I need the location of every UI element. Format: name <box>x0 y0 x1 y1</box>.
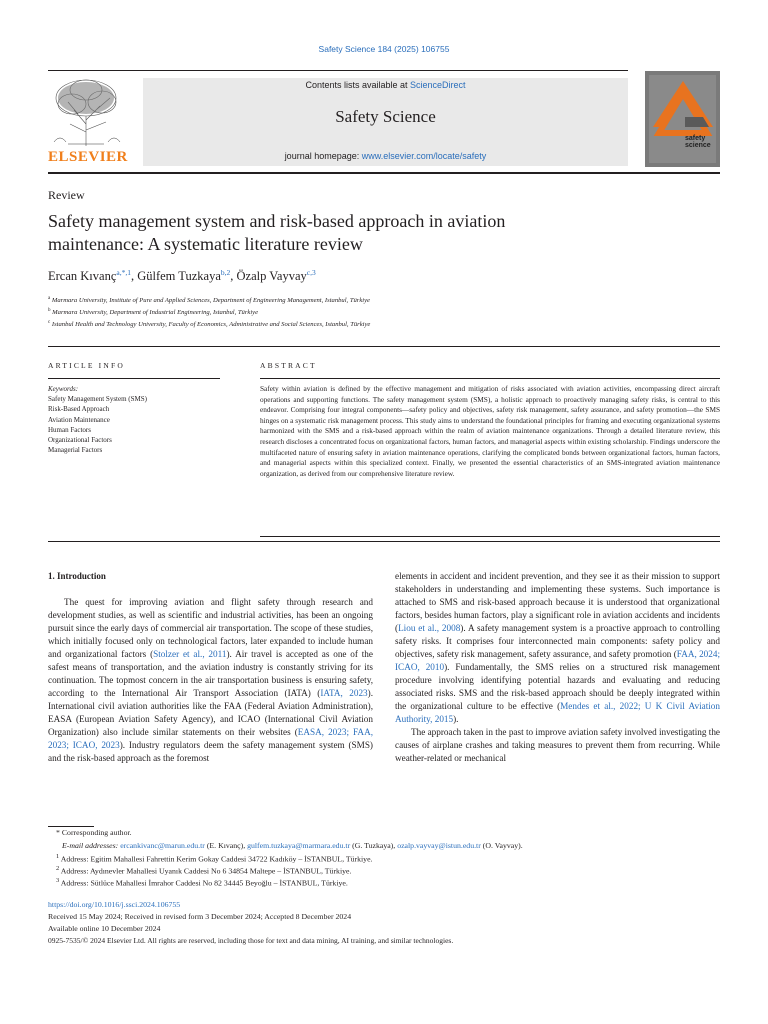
body-left-column <box>48 570 373 765</box>
article-title-line-2: maintenance: A systematic literature review <box>48 234 363 254</box>
contents-prefix: Contents lists available at <box>305 80 411 90</box>
keywords-block <box>48 384 218 455</box>
text-run: ). Air travel is accepted as one of the safest means of transportation, and the aviation industry is constantly striving for its continuation. The topmost concern in the air transportation business is ensuring safety, according to the International Air Transport Association (IATA) ( <box>48 649 373 698</box>
citation-link[interactable]: FAA, 2024; ICAO, 2010 <box>395 649 721 672</box>
author-separator: , <box>130 269 138 284</box>
sciencedirect-link[interactable]: ScienceDirect <box>410 80 466 90</box>
author-separator: , <box>230 269 237 284</box>
affiliation-mark: c <box>48 320 51 325</box>
affiliation <box>48 308 258 316</box>
header-rule-bottom <box>48 172 720 174</box>
keyword-item[interactable]: Managerial Factors <box>48 446 103 455</box>
author-name[interactable]: Ercan Kıvanç <box>48 269 117 284</box>
keyword-item[interactable]: Safety Management System (SMS) <box>48 395 147 404</box>
footnote-text: Address: Egitim Mahallesi Fahrettin Kerim Gokay Caddesi 34722 Kadıköy – İSTANBUL, Türkiye. <box>60 854 373 864</box>
email-link[interactable]: ozalp.vayvay@istun.edu.tr <box>397 841 481 850</box>
citation-link[interactable]: Mendes et al., 2022; U K Civil Aviation Authority, 2015 <box>395 701 720 724</box>
text-run: The quest for improving aviation and flight safety through research and development studies, as well as scientific and industrial activities, has been an ongoing pursuit since the early days of commercial air transportation. The scope of these studies, which initially focused only on technological factors, later expanded to include human and organizational factors ( <box>48 597 373 659</box>
affiliation-mark: b <box>48 308 51 313</box>
footnote-text: Address: Sütlüce Mahallesi İmrahor Caddesi No 82 34445 Beyoğlu – İSTANBUL, Türkiye. <box>60 878 348 888</box>
footnote-emails <box>62 841 523 850</box>
text-run: elements in accident and incident prevention, and they see it as their mission to support stakeholders in understanding and implementing these systems. Such importance is attached to SMS and risk-based approach because it is understood that organizational factors, besides human factors, play a significant role in aviation accidents and incidents ( <box>395 571 720 633</box>
elsevier-tree-logo[interactable] <box>48 76 128 148</box>
contents-line <box>143 80 628 90</box>
email-link[interactable]: gulfem.tuzkaya@marmara.edu.tr <box>247 841 351 850</box>
footnote-mark: 1 <box>56 853 60 860</box>
affiliation-text: Istanbul Health and Technology University, Faculty of Economics, Administrative and Social Sciences, Istanbul, Türkiye <box>51 321 371 329</box>
author-marks[interactable]: a,*,1 <box>116 268 131 277</box>
homepage-prefix: journal homepage: <box>284 151 362 161</box>
article-title <box>48 210 648 256</box>
footnote-text: Address: Aydınevler Mahallesi Uyanık Caddesi No 6 34854 Maltepe – İSTANBUL, Türkiye. <box>60 866 352 876</box>
article-title-line-1: Safety management system and risk-based approach in aviation <box>48 211 506 231</box>
affiliation <box>48 296 370 304</box>
available-online: Available online 10 December 2024 <box>48 924 161 933</box>
footnote-address <box>56 877 348 888</box>
journal-homepage-line <box>143 151 628 161</box>
keywords-label: Keywords: <box>48 385 79 393</box>
abstract-rule-top <box>260 378 720 379</box>
email-label: E-mail addresses: <box>62 841 119 850</box>
info-rule-top <box>48 346 720 347</box>
keyword-item[interactable]: Organizational Factors <box>48 436 112 445</box>
body-paragraph: The approach taken in the past to improve aviation safety involved investigating the causes of airplane crashes and taking measures to prevent them from recurring. While weather-related or mechanical <box>395 727 720 763</box>
affiliation-text: Marmara University, Department of Industrial Engineering, Istanbul, Türkiye <box>52 309 259 317</box>
footnote-address <box>56 853 373 864</box>
citation-link[interactable]: Stolzer et al., 2011 <box>153 649 227 659</box>
cover-title: safety science <box>685 135 711 149</box>
text-run: ). International civil aviation authorities like the FAA (Federal Aviation Administration), EASA (European Aviation Safety Agency), and ICAO (International Civil Aviation Organization) also include similar statements on their websites ( <box>48 688 374 737</box>
affiliation-text: Marmara University, Institute of Pure and Applied Sciences, Department of Engineering Management, Istanbul, Türkiye <box>51 297 370 305</box>
keyword-item[interactable]: Aviation Maintenance <box>48 415 110 424</box>
footnote-address <box>56 865 351 876</box>
author-list <box>48 268 316 284</box>
abstract-rule-bottom <box>260 536 720 537</box>
body-paragraph <box>395 570 720 726</box>
journal-citation[interactable]: Safety Science 184 (2025) 106755 <box>318 44 450 54</box>
abstract-heading: ABSTRACT <box>260 361 317 370</box>
article-type: Review <box>48 188 85 202</box>
copyright: 0925-7535/© 2024 Elsevier Ltd. All rights are reserved, including those for text and data mining, AI training, and similar technologies. <box>48 936 454 945</box>
journal-title: Safety Science <box>335 107 436 126</box>
keywords-rule <box>48 378 220 379</box>
section-heading: 1. Introduction <box>48 571 106 581</box>
citation-link[interactable]: EASA, 2023; FAA, 2023; ICAO, 2023 <box>48 727 374 750</box>
body-paragraph <box>48 596 373 765</box>
text-run: ). Fundamentally, the SMS relies on a structured risk management procedure involving identifying potential hazards and evaluating and reducing associated risks. SMS and the risk-based approach should be deeply integrated within the organizational culture to be effective ( <box>395 662 720 711</box>
doi-link[interactable]: https://doi.org/10.1016/j.ssci.2024.106755 <box>48 900 181 909</box>
footnote-corresponding: * Corresponding author. <box>56 828 132 837</box>
keyword-item[interactable]: Risk-Based Approach <box>48 405 110 414</box>
abstract-text: Safety within aviation is defined by the effective management and mitigation of risks associated with aviation activities, encompassing direct aircraft operations and supporting functions. The safety management system (SMS), a holistic approach to proactively managing safety risks, is central to this endeavor. Comprising four integral components—safety policy and objectives, safety risk management, safety assurance, and safety promotion—the SMS hinges on a systematic risk management process. This study aims to understand the foundational principles for framing and executing organizational systems harmonized with the SMS and a risk-based approach within the realm of aviation maintenance organizations. Through a detailed literature review, this research discloses a concentrated focus on organizational factors, human factors, and managerial aspects within existing scholarship. Findings underscore the multifaceted nature of ensuring safety in aviation maintenance operations, clarifying the complicated bonds between organizational factors, human factors, and managerial aspects within this specialized context. Finally, we presented the essential characteristics of an SMS-integrated aviation maintenance organization, as derived from our comprehensive literature review. <box>260 384 720 478</box>
affiliation-mark: a <box>48 296 51 301</box>
article-info-heading: ARTICLE INFO <box>48 361 125 370</box>
journal-homepage-link[interactable]: www.elsevier.com/locate/safety <box>361 151 487 161</box>
received-dates: Received 15 May 2024; Received in revised form 3 December 2024; Accepted 8 December 2024 <box>48 912 352 921</box>
email-owner: (E. Kıvanç), <box>204 841 248 850</box>
journal-cover-image[interactable] <box>645 71 720 167</box>
footnote-rule <box>48 826 94 827</box>
text-run: ). A safety management system is a proactive approach to controlling safety risks. It comprises four interconnected main components: safety policy and objectives, safety risk management, safety assurance, and safety promotion ( <box>395 623 720 659</box>
footnote-text: Corresponding author. <box>61 828 132 837</box>
text-run: ). Industry regulators deem the safety management system (SMS) and the risk-based approach as the foremost <box>48 740 373 763</box>
author-marks[interactable]: b,2 <box>220 268 231 277</box>
citation-link[interactable]: Liou et al., 2008 <box>398 623 461 633</box>
author-marks[interactable]: c,3 <box>306 268 316 277</box>
text-run: ). <box>453 714 459 724</box>
affiliation <box>48 320 370 328</box>
author-name[interactable]: Özalp Vayvay <box>236 269 307 284</box>
publisher-wordmark: ELSEVIER <box>48 149 128 165</box>
header-rule-top <box>48 70 628 71</box>
footnote-mark: 2 <box>56 865 60 872</box>
body-right-column <box>395 570 720 765</box>
email-owner: (G. Tuzkaya), <box>350 841 398 850</box>
citation-link[interactable]: IATA, 2023 <box>320 688 368 698</box>
footnote-mark: 3 <box>56 877 60 884</box>
email-owner: (O. Vayvay). <box>480 841 523 850</box>
info-rule-bottom <box>48 541 720 542</box>
keyword-item[interactable]: Human Factors <box>48 425 91 434</box>
author-name[interactable]: Gülfem Tuzkaya <box>137 269 221 284</box>
email-link[interactable]: ercankivanc@marun.edu.tr <box>120 841 205 850</box>
